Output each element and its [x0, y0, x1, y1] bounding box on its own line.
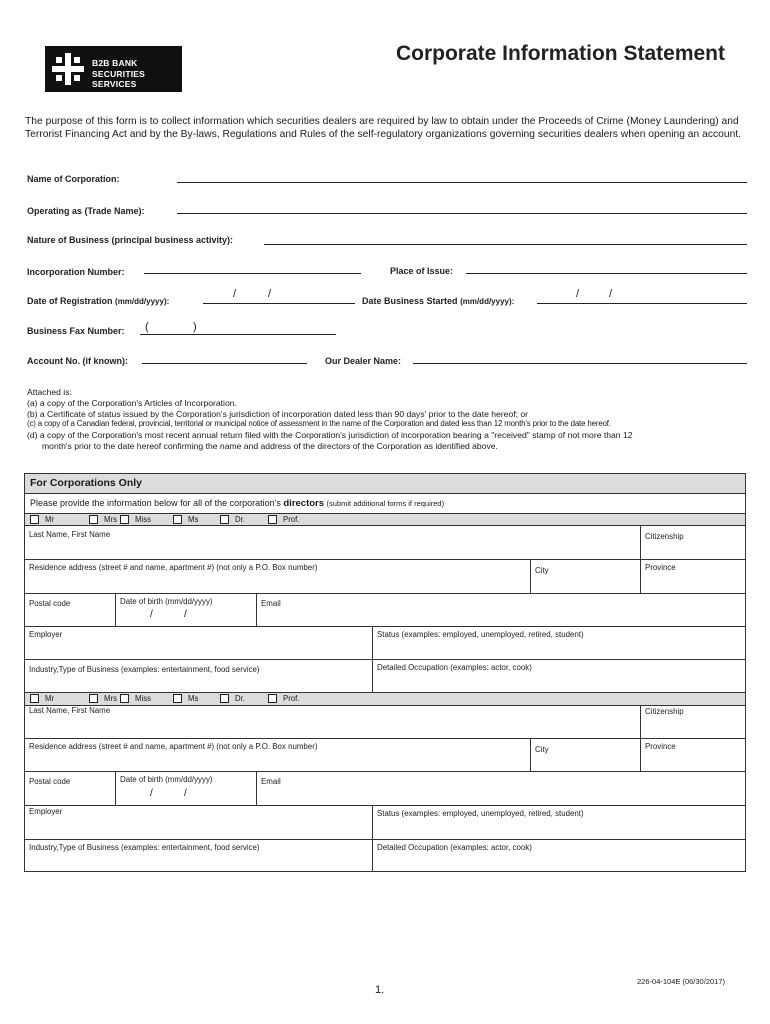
postal-code-label: Postal code — [29, 599, 71, 608]
date-business-started-format: (mm/dd/yyyy): — [460, 297, 515, 306]
city-label: City — [535, 566, 549, 575]
section-instruction — [25, 494, 745, 514]
last-first-name-label: Last Name, First Name — [29, 530, 111, 539]
title-option-dr[interactable] — [220, 515, 245, 524]
account-no-field[interactable] — [142, 363, 307, 364]
status-label: Status (examples: employed, unemployed, retired, student) — [377, 809, 584, 818]
date-slash: / — [150, 788, 153, 799]
checkbox[interactable] — [268, 515, 277, 524]
province-field[interactable] — [640, 560, 745, 593]
title-option-ms[interactable] — [173, 694, 198, 703]
employer-label: Employer — [29, 630, 63, 639]
checkbox[interactable] — [120, 515, 129, 524]
operating-as-field[interactable] — [177, 213, 747, 214]
industry-field[interactable] — [25, 660, 372, 692]
logo-text-line1: B2B BANK — [92, 58, 138, 68]
title-label: Mr — [45, 694, 55, 703]
date-slash: / — [576, 288, 580, 300]
incorporation-number-field[interactable] — [144, 273, 361, 274]
checkbox[interactable] — [89, 515, 98, 524]
fax-area-close: ) — [193, 321, 197, 333]
title-label: Miss — [135, 515, 152, 524]
employer-label: Employer — [29, 807, 63, 816]
industry-label: Industry,Type of Business (examples: entertainment, food service) — [29, 843, 260, 852]
status-field[interactable] — [372, 806, 745, 839]
checkbox[interactable] — [89, 694, 98, 703]
title-label: Miss — [135, 694, 152, 703]
date-of-birth-label: Date of birth (mm/dd/yyyy) — [120, 775, 213, 784]
instruction-note: (submit additional forms if required) — [326, 499, 445, 508]
occupation-label: Detailed Occupation (examples: actor, cook) — [377, 663, 532, 672]
province-label: Province — [645, 742, 676, 751]
checkbox[interactable] — [30, 515, 39, 524]
attached-item-a: (a) a copy of the Corporation's Articles of Incorporation. — [27, 397, 237, 408]
checkbox[interactable] — [173, 694, 182, 703]
b2b-bank-logo-icon — [48, 49, 88, 89]
attached-item-c: (c) a copy of a Canadian federal, provincial, territorial or municipal notice of assessment in the name of the Corporation and dated less than 12 month's prior to the date hereof. — [27, 419, 611, 429]
postal-row — [25, 594, 745, 627]
email-label: Email — [261, 599, 281, 608]
title-label: Mrs — [104, 694, 117, 703]
citizenship-field[interactable] — [640, 526, 745, 559]
title-option-ms[interactable] — [173, 515, 198, 524]
address-row — [25, 739, 745, 772]
name-row — [25, 526, 745, 560]
instruction-text: Please provide the information below for all of the corporation's — [30, 498, 281, 508]
checkbox[interactable] — [220, 694, 229, 703]
title-option-dr[interactable] — [220, 694, 245, 703]
incorporation-number-label: Incorporation Number: — [27, 267, 125, 277]
title-option-miss[interactable] — [120, 515, 151, 524]
province-field[interactable] — [640, 739, 745, 771]
industry-row — [25, 840, 745, 871]
title-label: Dr. — [235, 515, 245, 524]
last-first-name-field[interactable] — [25, 526, 640, 559]
operating-as-label: Operating as (Trade Name): — [27, 206, 145, 216]
date-slash: / — [184, 788, 187, 799]
instruction-bold: directors — [283, 498, 325, 509]
title-option-mrs[interactable] — [89, 694, 117, 703]
city-field[interactable] — [530, 739, 640, 771]
date-slash: / — [150, 609, 153, 620]
province-label: Province — [645, 563, 676, 572]
title-label: Dr. — [235, 694, 245, 703]
name-of-corporation-field[interactable] — [177, 182, 747, 183]
attached-list — [27, 387, 757, 452]
checkbox[interactable] — [220, 515, 229, 524]
checkbox[interactable] — [173, 515, 182, 524]
date-of-registration-format: (mm/dd/yyyy): — [115, 297, 170, 306]
attached-item-d-cont: month's prior to the date hereof confirming the name and address of the directors of the Corporation as identified above. — [42, 440, 498, 451]
date-business-started-text: Date Business Started — [362, 296, 458, 306]
address-row — [25, 560, 745, 594]
date-slash: / — [233, 288, 237, 300]
employer-field[interactable] — [25, 806, 372, 839]
last-first-name-label: Last Name, First Name — [29, 706, 111, 715]
title-option-prof[interactable] — [268, 694, 299, 703]
date-business-started-field[interactable] — [537, 303, 747, 304]
title-label: Ms — [188, 515, 199, 524]
title-option-mr[interactable] — [30, 515, 54, 524]
residence-address-field[interactable] — [25, 560, 530, 593]
title-label: Mrs — [104, 515, 117, 524]
date-of-registration-text: Date of Registration — [27, 296, 113, 306]
city-label: City — [535, 745, 549, 754]
title-option-mr[interactable] — [30, 694, 54, 703]
attached-item-b: (b) a Certificate of status issued by the Corporation's jurisdiction of incorporation dated less than 90 days' prior to the date hereof; or — [27, 408, 529, 419]
date-of-registration-label — [27, 296, 169, 306]
business-fax-label: Business Fax Number: — [27, 326, 125, 336]
date-of-birth-label: Date of birth (mm/dd/yyyy) — [120, 597, 213, 606]
title-options — [25, 514, 745, 526]
title-option-mrs[interactable] — [89, 515, 117, 524]
checkbox[interactable] — [30, 694, 39, 703]
attached-heading: Attached is: — [27, 387, 72, 397]
date-of-birth-field[interactable] — [115, 772, 256, 805]
status-field[interactable] — [372, 627, 745, 659]
account-no-label: Account No. (if known): — [27, 356, 128, 366]
last-first-name-field[interactable] — [25, 706, 640, 738]
date-of-registration-field[interactable] — [203, 303, 355, 304]
page-number: 1. — [375, 984, 385, 996]
logo-text-line2: SECURITIES SERVICES — [92, 69, 146, 89]
checkbox[interactable] — [120, 694, 129, 703]
occupation-field[interactable] — [372, 840, 745, 871]
citizenship-label: Citizenship — [645, 707, 684, 716]
industry-row — [25, 660, 745, 693]
citizenship-field[interactable] — [640, 706, 745, 738]
residence-address-field[interactable] — [25, 739, 530, 771]
date-slash: / — [609, 288, 613, 300]
postal-code-field[interactable] — [25, 594, 115, 626]
date-business-started-label — [362, 296, 514, 306]
title-option-prof[interactable] — [268, 515, 299, 524]
employer-row — [25, 806, 745, 840]
status-label: Status (examples: employed, unemployed, retired, student) — [377, 630, 584, 639]
place-of-issue-field[interactable] — [466, 273, 747, 274]
occupation-field[interactable] — [372, 660, 745, 692]
postal-row — [25, 772, 745, 806]
date-slash: / — [268, 288, 272, 300]
checkbox[interactable] — [268, 694, 277, 703]
industry-label: Industry,Type of Business (examples: entertainment, food service) — [29, 665, 260, 674]
fax-area-open: ( — [145, 321, 149, 333]
place-of-issue-label: Place of Issue: — [390, 266, 454, 276]
b2b-bank-logo — [45, 46, 182, 92]
nature-of-business-field[interactable] — [264, 244, 747, 245]
city-field[interactable] — [530, 560, 640, 593]
postal-code-field[interactable] — [25, 772, 115, 805]
page-title: Corporate Information Statement — [395, 42, 725, 65]
attached-item-d: (d) a copy of the Corporation's most recent annual return filed with the Corporation's jurisdiction of incorporation bearing a "received" stamp of not more than 12 — [27, 430, 633, 441]
email-field[interactable] — [256, 772, 745, 805]
dealer-name-label: Our Dealer Name: — [325, 356, 402, 366]
employer-row — [25, 627, 745, 660]
title-options — [25, 693, 745, 706]
directors-table — [24, 473, 746, 872]
title-label: Prof. — [283, 515, 300, 524]
title-label: Prof. — [283, 694, 300, 703]
employer-field[interactable] — [25, 627, 372, 659]
purpose-paragraph: The purpose of this form is to collect information which securities dealers are required by law to obtain under the Proceeds of Crime (Money Laundering) and Terrorist Financing Act and by the By-laws, Regulations and Rules of the self-regulatory organizations governing securities dealers when opening an account. — [25, 116, 742, 140]
section-header: For Corporations Only — [25, 474, 745, 494]
business-fax-field[interactable] — [140, 334, 336, 335]
name-row — [25, 706, 745, 739]
title-label: Ms — [188, 694, 199, 703]
email-label: Email — [261, 777, 281, 786]
nature-of-business-label: Nature of Business (principal business activity): — [27, 235, 234, 245]
title-label: Mr — [45, 515, 55, 524]
occupation-label: Detailed Occupation (examples: actor, cook) — [377, 843, 532, 852]
industry-field[interactable] — [25, 840, 372, 871]
postal-code-label: Postal code — [29, 777, 71, 786]
name-of-corporation-label: Name of Corporation: — [27, 174, 120, 184]
form-code: 226-04-104E (06/30/2017) — [637, 977, 725, 986]
email-field[interactable] — [256, 594, 745, 626]
date-of-birth-field[interactable] — [115, 594, 256, 626]
date-slash: / — [184, 609, 187, 620]
residence-address-label: Residence address (street # and name, apartment #) (not only a P.O. Box number) — [29, 563, 318, 572]
residence-address-label: Residence address (street # and name, apartment #) (not only a P.O. Box number) — [29, 742, 318, 751]
dealer-name-field[interactable] — [413, 363, 747, 364]
citizenship-label: Citizenship — [645, 532, 684, 541]
title-option-miss[interactable] — [120, 694, 151, 703]
